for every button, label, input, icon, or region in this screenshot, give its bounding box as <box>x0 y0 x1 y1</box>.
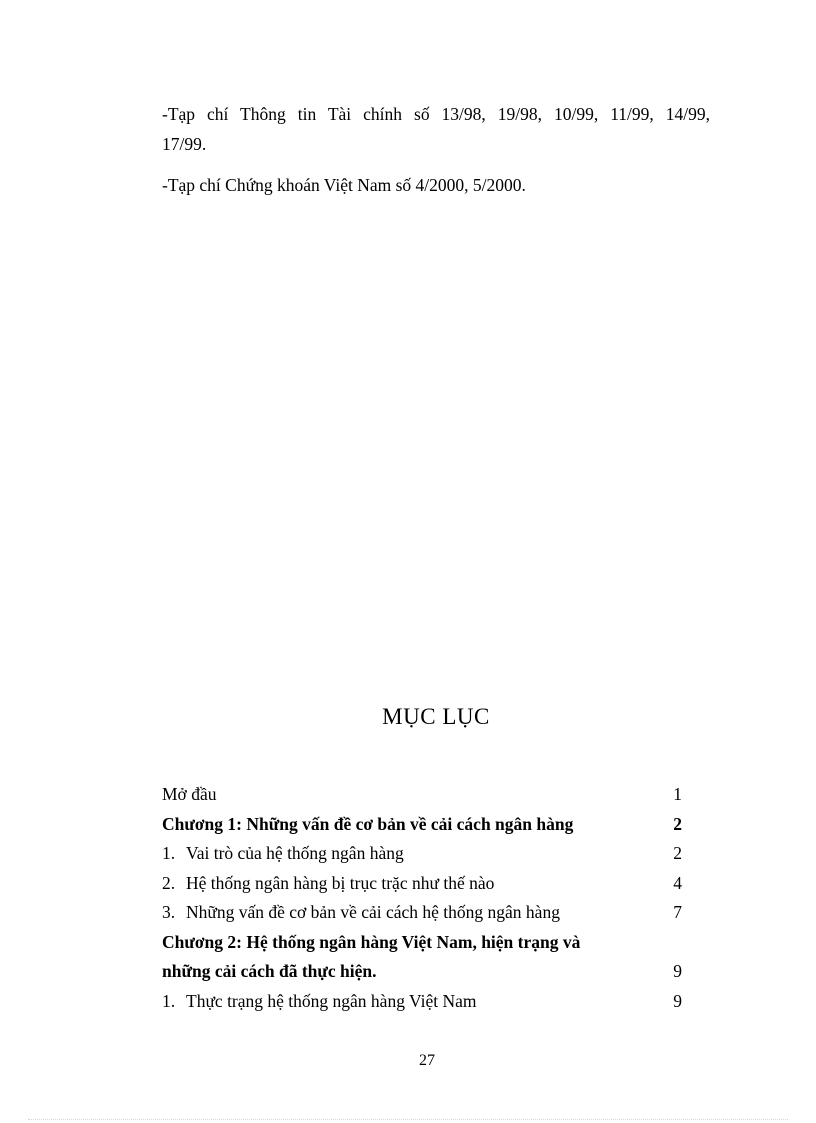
page-bottom-divider <box>28 1119 788 1120</box>
toc-entry-introduction <box>162 780 682 810</box>
page-number: 27 <box>419 1052 435 1069</box>
toc-title: MỤC LỤC <box>382 704 490 729</box>
toc-entry-page: 1 <box>673 784 682 804</box>
toc-entry-2-1 <box>162 987 682 1017</box>
reference-securities-magazine: -Tạp chí Chứng khoán Việt Nam số 4/2000, 5/2000. <box>162 175 526 195</box>
toc-entry-page: 9 <box>673 990 682 1011</box>
toc-entry-page: 7 <box>673 902 682 922</box>
toc-entry-text: Chương 2: Hệ thống ngân hàng Việt Nam, hiện trạng và <box>162 931 581 952</box>
toc-entry-text: Những vấn đề cơ bản về cải cách hệ thống ngân hàng <box>186 902 560 922</box>
toc-entry-text: Thực trạng hệ thống ngân hàng Việt Nam <box>186 990 477 1011</box>
toc-entry-chapter-2-line-1 <box>162 928 682 958</box>
toc-entry-page: 2 <box>673 813 682 834</box>
toc-entry-chapter-1 <box>162 810 682 840</box>
toc-entry-1-1 <box>162 839 682 869</box>
toc-entry-text: Chương 1: Những vấn đề cơ bản về cải cách ngân hàng <box>162 813 574 834</box>
toc-entry-1-2 <box>162 869 682 899</box>
toc-entry-chapter-2-line-2 <box>162 957 682 987</box>
toc-entry-number: 1. <box>162 990 176 1011</box>
toc-entry-text: Mở đầu <box>162 784 217 804</box>
toc-entry-text: Hệ thống ngân hàng bị trục trặc như thế nào <box>186 872 495 893</box>
reference-financial-info-magazine: -Tạp chí Thông tin Tài chính số 13/98, 19/98, 10/99, 11/99, 14/99, 17/99. <box>162 104 710 154</box>
toc-entry-text: những cải cách đã thực hiện. <box>162 961 377 981</box>
toc-entry-page: 2 <box>673 843 682 863</box>
toc-entry-number: 2. <box>162 872 176 893</box>
toc-entry-number: 3. <box>162 902 176 922</box>
toc-entry-page: 4 <box>673 872 682 893</box>
toc-entry-1-3 <box>162 898 682 928</box>
toc-entry-text: Vai trò của hệ thống ngân hàng <box>186 843 404 863</box>
table-of-contents <box>162 780 682 1016</box>
toc-entry-number: 1. <box>162 843 176 863</box>
toc-entry-page: 9 <box>673 961 682 981</box>
